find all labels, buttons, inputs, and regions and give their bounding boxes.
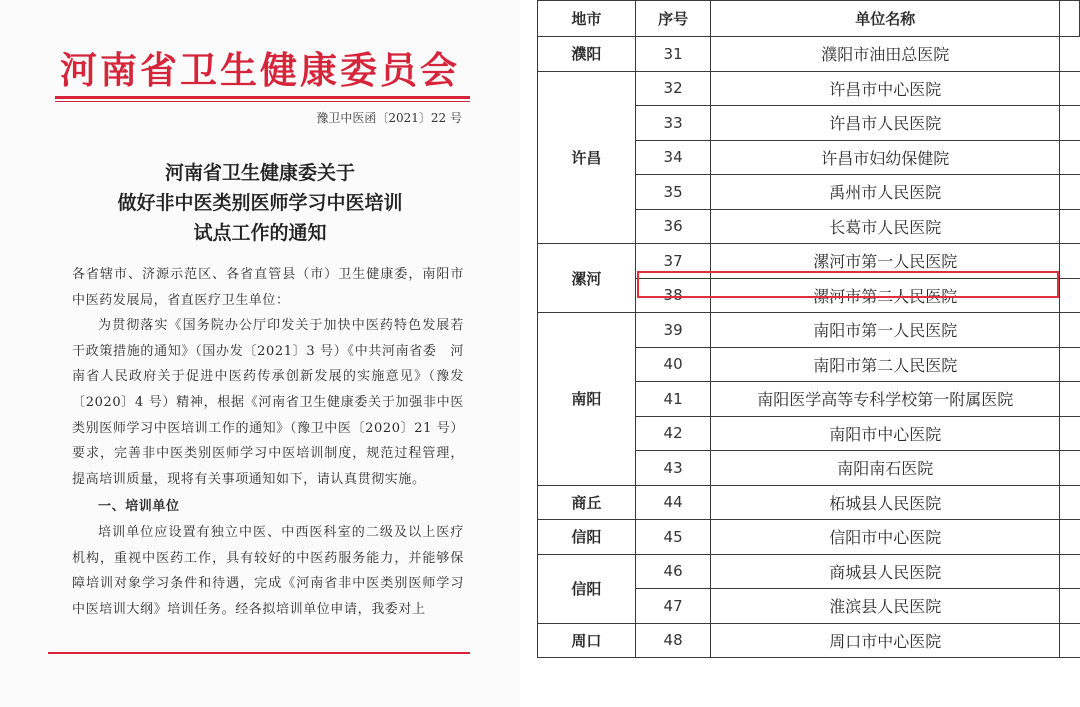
- number-cell: 39: [635, 313, 711, 348]
- number-cell: 47: [635, 589, 711, 624]
- section-heading: 一、培训单位: [98, 499, 180, 515]
- header-extra: [1060, 1, 1080, 37]
- extra-cell: [1060, 140, 1080, 175]
- hospital-name-cell: 濮阳市油田总医院: [711, 37, 1060, 72]
- hospital-name-cell: 漯河市第二人民医院: [711, 278, 1060, 313]
- city-cell: 南阳: [538, 313, 636, 486]
- number-cell: 38: [635, 278, 711, 313]
- number-cell: 45: [635, 520, 711, 555]
- extra-cell: [1060, 37, 1080, 72]
- extra-cell: [1060, 451, 1080, 486]
- number-cell: 40: [635, 347, 711, 382]
- number-cell: 48: [635, 623, 711, 658]
- org-header: 河南省卫生健康委员会: [60, 48, 460, 92]
- hospital-name-cell: 许昌市人民医院: [711, 106, 1060, 141]
- hospital-table: [537, 0, 1080, 658]
- extra-cell: [1060, 106, 1080, 141]
- extra-cell: [1060, 209, 1080, 244]
- number-cell: 44: [635, 485, 711, 520]
- hospital-name-cell: 信阳市中心医院: [711, 520, 1060, 555]
- number-cell: 35: [635, 175, 711, 210]
- table-row: [538, 485, 1080, 520]
- city-cell: 许昌: [538, 71, 636, 244]
- number-cell: 36: [635, 209, 711, 244]
- city-cell: 周口: [538, 623, 636, 658]
- number-cell: 37: [635, 244, 711, 279]
- hospital-name-cell: 商城县人民医院: [711, 554, 1060, 589]
- extra-cell: [1060, 278, 1080, 313]
- body-paragraph: 为贯彻落实《国务院办公厅印发关于加快中医药特色发展若干政策措施的通知》（国办发〔2021〕3 号）《中共河南省委 河南省人民政府关于促进中医药传承创新发展的实施意见》（豫发〔2020〕4 号）精神，根据《河南省卫生健康委关于加强非中医类别医师学习中医培训工作的通知》（豫卫中医〔2020〕21 号）要求，完善非中医类别医师学习中医培训制度，规范过程管理，提高培训质量，现将有关事项通知如下，请认真贯彻实施。: [72, 318, 464, 487]
- red-footer-rule: [48, 652, 470, 654]
- red-header-rule-thin: [55, 101, 470, 102]
- number-cell: 43: [635, 451, 711, 486]
- table-row: [538, 623, 1080, 658]
- notice-page: [0, 0, 520, 707]
- hospital-name-cell: 南阳市中心医院: [711, 416, 1060, 451]
- table-row: [538, 313, 1080, 348]
- number-cell: 41: [635, 382, 711, 417]
- extra-cell: [1060, 416, 1080, 451]
- title-line: 试点工作的通知: [193, 222, 327, 244]
- hospital-name-cell: 漯河市第一人民医院: [711, 244, 1060, 279]
- city-cell: 漯河: [538, 244, 636, 313]
- title-line: 做好非中医类别医师学习中医培训: [117, 192, 403, 214]
- table-row: [538, 520, 1080, 555]
- extra-cell: [1060, 244, 1080, 279]
- hospital-name-cell: 淮滨县人民医院: [711, 589, 1060, 624]
- hospital-name-cell: 南阳市第二人民医院: [711, 347, 1060, 382]
- table-row-highlighted: [538, 244, 1080, 279]
- number-cell: 32: [635, 71, 711, 106]
- table-header-row: [538, 1, 1080, 37]
- document-number: 豫卫中医函〔2021〕22 号: [316, 111, 462, 125]
- notice-body: [72, 262, 464, 622]
- extra-cell: [1060, 554, 1080, 589]
- city-cell: 信阳: [538, 520, 636, 555]
- number-cell: 34: [635, 140, 711, 175]
- number-cell: 46: [635, 554, 711, 589]
- header-name: 单位名称: [711, 1, 1060, 37]
- extra-cell: [1060, 382, 1080, 417]
- extra-cell: [1060, 520, 1080, 555]
- number-cell: 31: [635, 37, 711, 72]
- table-row: [538, 71, 1080, 106]
- title-line: 河南省卫生健康委关于: [164, 162, 355, 184]
- city-cell: 信阳: [538, 554, 636, 623]
- hospital-name-cell: 南阳市第一人民医院: [711, 313, 1060, 348]
- extra-cell: [1060, 71, 1080, 106]
- header-number: 序号: [635, 1, 711, 37]
- table-row: [538, 37, 1080, 72]
- extra-cell: [1060, 347, 1080, 382]
- addressee: 各省辖市、济源示范区、各省直管县（市）卫生健康委，南阳市中医药发展局，省直医疗卫生单位：: [72, 267, 464, 308]
- hospital-name-cell: 许昌市中心医院: [711, 71, 1060, 106]
- extra-cell: [1060, 589, 1080, 624]
- hospital-name-cell: 长葛市人民医院: [711, 209, 1060, 244]
- hospital-name-cell: 柘城县人民医院: [711, 485, 1060, 520]
- hospital-name-cell: 南阳医学高等专科学校第一附属医院: [711, 382, 1060, 417]
- city-cell: 商丘: [538, 485, 636, 520]
- hospital-name-cell: 周口市中心医院: [711, 623, 1060, 658]
- body-paragraph: 培训单位应设置有独立中医、中西医科室的二级及以上医疗机构，重视中医药工作，具有较好的中医药服务能力，并能够保障培训对象学习条件和待遇，完成《河南省非中医类别医师学习中医培训大纲》培训任务。经各拟培训单位申请，我委对上: [72, 524, 464, 617]
- number-cell: 42: [635, 416, 711, 451]
- red-header-rule: [55, 96, 470, 99]
- hospital-name-cell: 禹州市人民医院: [711, 175, 1060, 210]
- number-cell: 33: [635, 106, 711, 141]
- header-city: 地市: [538, 1, 636, 37]
- extra-cell: [1060, 485, 1080, 520]
- city-cell: 濮阳: [538, 37, 636, 72]
- extra-cell: [1060, 175, 1080, 210]
- hospital-name-cell: 南阳南石医院: [711, 451, 1060, 486]
- extra-cell: [1060, 623, 1080, 658]
- notice-title: [60, 158, 460, 248]
- extra-cell: [1060, 313, 1080, 348]
- table-row: [538, 554, 1080, 589]
- hospital-list-page: [520, 0, 1080, 707]
- hospital-name-cell: 许昌市妇幼保健院: [711, 140, 1060, 175]
